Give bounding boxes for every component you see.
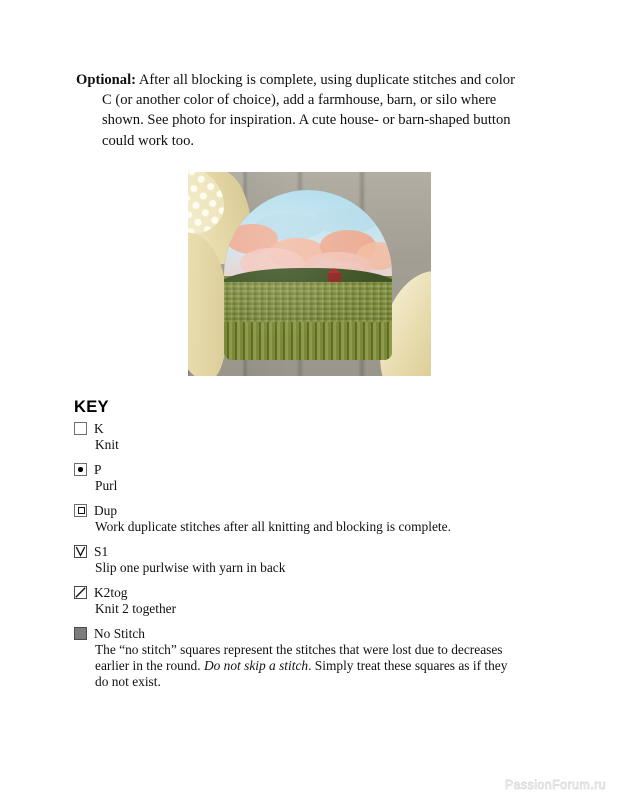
key-entry-purl	[74, 462, 520, 494]
key-entry-slip-one	[74, 544, 520, 576]
no-stitch-text-before: The “no stitch” squares represent the stitches that were lost due to decreases earlier in the round.	[95, 641, 503, 673]
key-heading: KEY	[74, 398, 109, 416]
key-entry-no-stitch	[74, 626, 520, 691]
site-watermark: PassionForum.ru	[504, 778, 606, 792]
hat-photograph	[188, 172, 431, 376]
key-abbreviation: K	[94, 421, 104, 436]
square-with-inner-square-icon	[74, 504, 87, 517]
optional-note-block	[76, 70, 520, 151]
key-row	[74, 462, 520, 477]
filled-grey-square-icon	[74, 627, 87, 640]
key-entry-duplicate-stitch	[74, 503, 520, 535]
key-row	[74, 626, 520, 641]
square-with-diagonal-icon	[74, 586, 87, 599]
no-stitch-emphasis: Do not skip a stitch	[203, 657, 309, 673]
key-entry-knit-two-together	[74, 585, 520, 617]
key-abbreviation: S1	[94, 543, 109, 559]
knitted-hat	[224, 190, 392, 360]
key-entry-knit	[74, 421, 520, 453]
key-description: Work duplicate stitches after all knitting and blocking is complete.	[95, 518, 451, 534]
no-stitch-text-after: . Simply treat these squares as if they do not exist.	[95, 657, 508, 690]
key-abbreviation: K2tog	[94, 584, 128, 600]
hat-barn-motif	[328, 272, 341, 282]
optional-note-paragraph	[76, 70, 520, 151]
key-description: Knit	[95, 437, 119, 452]
key-description: Slip one purlwise with yarn in back	[95, 559, 286, 575]
key-abbreviation: P	[94, 461, 102, 477]
optional-label: Optional:	[76, 72, 137, 88]
hat-ribbed-brim	[224, 322, 392, 360]
square-with-dot-icon	[74, 463, 87, 476]
key-description: Knit 2 together	[95, 600, 177, 616]
key-description	[95, 642, 519, 691]
key-list	[74, 421, 520, 699]
optional-note-text: After all blocking is complete, using duplicate stitches and color C (or another color of choice), add a farmhouse, barn, or silo where shown. See photo for inspiration. A cute house- or barn-shaped button could work too.	[102, 72, 515, 149]
key-description: Purl	[95, 477, 118, 493]
key-abbreviation: No Stitch	[94, 625, 145, 641]
key-row	[74, 421, 520, 436]
key-row	[74, 503, 520, 518]
key-row	[74, 585, 520, 600]
photo-wood-background	[188, 172, 431, 376]
square-with-checkmark-icon	[74, 545, 87, 558]
empty-square-icon	[74, 422, 87, 435]
key-abbreviation: Dup	[94, 502, 118, 518]
key-row	[74, 544, 520, 559]
